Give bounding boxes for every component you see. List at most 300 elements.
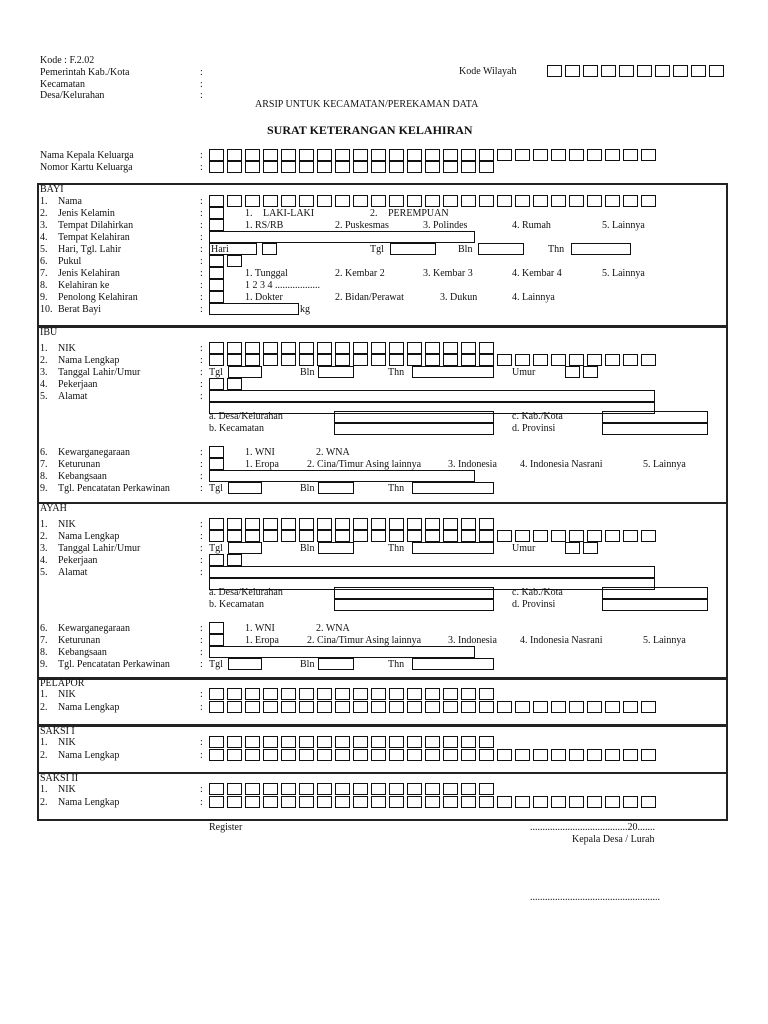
char-cell[interactable] <box>605 749 620 761</box>
char-cell[interactable] <box>443 783 458 795</box>
char-cell[interactable] <box>335 736 350 748</box>
char-cell[interactable] <box>317 783 332 795</box>
thn-box[interactable] <box>412 542 494 554</box>
char-cell[interactable] <box>605 195 620 207</box>
char-cell[interactable] <box>569 149 584 161</box>
char-cell[interactable] <box>479 354 494 366</box>
char-cell[interactable] <box>299 701 314 713</box>
char-cell[interactable] <box>263 195 278 207</box>
char-cell[interactable] <box>335 195 350 207</box>
char-cell[interactable] <box>389 354 404 366</box>
char-cell[interactable] <box>371 736 386 748</box>
nama-kk-cells[interactable] <box>209 149 656 161</box>
char-cell[interactable] <box>461 783 476 795</box>
char-cell[interactable] <box>227 554 242 566</box>
bln-box[interactable] <box>318 542 354 554</box>
char-cell[interactable] <box>547 65 562 77</box>
char-cell[interactable] <box>263 518 278 530</box>
char-cell[interactable] <box>443 736 458 748</box>
char-cell[interactable] <box>227 255 242 267</box>
char-cell[interactable] <box>335 342 350 354</box>
char-cell[interactable] <box>407 783 422 795</box>
char-cell[interactable] <box>299 796 314 808</box>
char-cell[interactable] <box>263 796 278 808</box>
char-cell[interactable] <box>565 542 580 554</box>
bln-box[interactable] <box>318 482 354 494</box>
kode-wilayah-cells[interactable] <box>547 65 724 77</box>
char-cell[interactable] <box>691 65 706 77</box>
char-cell[interactable] <box>479 518 494 530</box>
bayi-jk-cell[interactable] <box>209 207 224 219</box>
char-cell[interactable] <box>443 530 458 542</box>
char-cell[interactable] <box>317 149 332 161</box>
char-cell[interactable] <box>515 149 530 161</box>
char-cell[interactable] <box>673 65 688 77</box>
char-cell[interactable] <box>263 701 278 713</box>
char-cell[interactable] <box>299 195 314 207</box>
char-cell[interactable] <box>371 701 386 713</box>
tgl-box[interactable] <box>228 658 262 670</box>
char-cell[interactable] <box>443 354 458 366</box>
char-cell[interactable] <box>245 701 260 713</box>
char-cell[interactable] <box>209 530 224 542</box>
char-cell[interactable] <box>407 354 422 366</box>
saksi1-nama-cells[interactable] <box>209 749 656 761</box>
char-cell[interactable] <box>443 688 458 700</box>
char-cell[interactable] <box>209 378 224 390</box>
char-cell[interactable] <box>353 530 368 542</box>
char-cell[interactable] <box>497 354 512 366</box>
char-cell[interactable] <box>425 342 440 354</box>
char-cell[interactable] <box>533 149 548 161</box>
char-cell[interactable] <box>425 518 440 530</box>
char-cell[interactable] <box>227 354 242 366</box>
char-cell[interactable] <box>425 701 440 713</box>
char-cell[interactable] <box>263 342 278 354</box>
char-cell[interactable] <box>623 354 638 366</box>
char-cell[interactable] <box>245 354 260 366</box>
char-cell[interactable] <box>443 342 458 354</box>
char-cell[interactable] <box>245 688 260 700</box>
char-cell[interactable] <box>245 530 260 542</box>
ibu-alamat-line1[interactable] <box>209 390 655 402</box>
char-cell[interactable] <box>389 530 404 542</box>
char-cell[interactable] <box>317 518 332 530</box>
umur-cells[interactable] <box>565 542 598 554</box>
char-cell[interactable] <box>443 796 458 808</box>
char-cell[interactable] <box>443 701 458 713</box>
char-cell[interactable] <box>317 530 332 542</box>
char-cell[interactable] <box>601 65 616 77</box>
ibu-wn-cell[interactable] <box>209 446 224 458</box>
char-cell[interactable] <box>389 518 404 530</box>
char-cell[interactable] <box>551 796 566 808</box>
char-cell[interactable] <box>227 688 242 700</box>
char-cell[interactable] <box>263 354 278 366</box>
char-cell[interactable] <box>281 796 296 808</box>
char-cell[interactable] <box>587 796 602 808</box>
char-cell[interactable] <box>655 65 670 77</box>
char-cell[interactable] <box>479 161 494 173</box>
ibu-kebangsaan-box[interactable] <box>209 470 475 482</box>
char-cell[interactable] <box>515 354 530 366</box>
char-cell[interactable] <box>389 195 404 207</box>
char-cell[interactable] <box>245 161 260 173</box>
char-cell[interactable] <box>425 149 440 161</box>
char-cell[interactable] <box>497 195 512 207</box>
char-cell[interactable] <box>299 161 314 173</box>
char-cell[interactable] <box>533 749 548 761</box>
char-cell[interactable] <box>587 149 602 161</box>
char-cell[interactable] <box>371 518 386 530</box>
char-cell[interactable] <box>461 149 476 161</box>
char-cell[interactable] <box>551 354 566 366</box>
char-cell[interactable] <box>605 354 620 366</box>
char-cell[interactable] <box>209 446 224 458</box>
char-cell[interactable] <box>641 749 656 761</box>
ibu-nama-cells[interactable] <box>209 354 656 366</box>
char-cell[interactable] <box>533 796 548 808</box>
char-cell[interactable] <box>209 207 224 219</box>
char-cell[interactable] <box>245 783 260 795</box>
char-cell[interactable] <box>587 354 602 366</box>
char-cell[interactable] <box>587 701 602 713</box>
char-cell[interactable] <box>281 701 296 713</box>
char-cell[interactable] <box>389 161 404 173</box>
char-cell[interactable] <box>227 378 242 390</box>
char-cell[interactable] <box>407 161 422 173</box>
char-cell[interactable] <box>209 634 224 646</box>
char-cell[interactable] <box>407 688 422 700</box>
char-cell[interactable] <box>407 530 422 542</box>
char-cell[interactable] <box>605 149 620 161</box>
char-cell[interactable] <box>299 783 314 795</box>
char-cell[interactable] <box>281 195 296 207</box>
char-cell[interactable] <box>209 255 224 267</box>
char-cell[interactable] <box>209 736 224 748</box>
char-cell[interactable] <box>479 701 494 713</box>
char-cell[interactable] <box>317 161 332 173</box>
saksi1-nik-cells[interactable] <box>209 736 494 748</box>
char-cell[interactable] <box>317 354 332 366</box>
char-cell[interactable] <box>569 701 584 713</box>
char-cell[interactable] <box>371 161 386 173</box>
bln-box[interactable] <box>318 366 354 378</box>
char-cell[interactable] <box>281 749 296 761</box>
char-cell[interactable] <box>281 518 296 530</box>
char-cell[interactable] <box>317 342 332 354</box>
char-cell[interactable] <box>551 149 566 161</box>
char-cell[interactable] <box>227 701 242 713</box>
char-cell[interactable] <box>623 796 638 808</box>
char-cell[interactable] <box>407 149 422 161</box>
tgl-box[interactable] <box>228 366 262 378</box>
char-cell[interactable] <box>209 749 224 761</box>
kab-box[interactable] <box>602 411 708 423</box>
char-cell[interactable] <box>605 796 620 808</box>
char-cell[interactable] <box>389 342 404 354</box>
char-cell[interactable] <box>623 195 638 207</box>
pelapor-nama-cells[interactable] <box>209 701 656 713</box>
char-cell[interactable] <box>263 736 278 748</box>
char-cell[interactable] <box>299 530 314 542</box>
bayi-nama-cells[interactable] <box>209 195 656 207</box>
char-cell[interactable] <box>551 749 566 761</box>
char-cell[interactable] <box>461 354 476 366</box>
char-cell[interactable] <box>209 279 224 291</box>
char-cell[interactable] <box>569 195 584 207</box>
char-cell[interactable] <box>335 749 350 761</box>
char-cell[interactable] <box>407 518 422 530</box>
char-cell[interactable] <box>335 518 350 530</box>
char-cell[interactable] <box>515 195 530 207</box>
char-cell[interactable] <box>299 149 314 161</box>
jenis-cell[interactable] <box>209 267 224 279</box>
penolong-cell[interactable] <box>209 291 224 303</box>
char-cell[interactable] <box>209 783 224 795</box>
char-cell[interactable] <box>389 149 404 161</box>
char-cell[interactable] <box>479 736 494 748</box>
bln-box[interactable] <box>478 243 524 255</box>
char-cell[interactable] <box>353 749 368 761</box>
ibu-nik-cells[interactable] <box>209 342 494 354</box>
char-cell[interactable] <box>281 161 296 173</box>
char-cell[interactable] <box>533 530 548 542</box>
char-cell[interactable] <box>335 796 350 808</box>
char-cell[interactable] <box>317 796 332 808</box>
char-cell[interactable] <box>389 688 404 700</box>
char-cell[interactable] <box>551 701 566 713</box>
pukul-cells[interactable] <box>209 255 242 267</box>
char-cell[interactable] <box>317 701 332 713</box>
char-cell[interactable] <box>623 530 638 542</box>
char-cell[interactable] <box>619 65 634 77</box>
umur-cells[interactable] <box>565 366 598 378</box>
char-cell[interactable] <box>299 518 314 530</box>
saksi2-nama-cells[interactable] <box>209 796 656 808</box>
char-cell[interactable] <box>281 149 296 161</box>
char-cell[interactable] <box>641 149 656 161</box>
char-cell[interactable] <box>353 354 368 366</box>
char-cell[interactable] <box>371 149 386 161</box>
char-cell[interactable] <box>263 161 278 173</box>
char-cell[interactable] <box>583 366 598 378</box>
nomor-kk-cells[interactable] <box>209 161 494 173</box>
char-cell[interactable] <box>569 530 584 542</box>
char-cell[interactable] <box>227 736 242 748</box>
char-cell[interactable] <box>209 219 224 231</box>
char-cell[interactable] <box>371 354 386 366</box>
char-cell[interactable] <box>479 749 494 761</box>
ayah-nik-cells[interactable] <box>209 518 494 530</box>
char-cell[interactable] <box>461 749 476 761</box>
char-cell[interactable] <box>587 530 602 542</box>
char-cell[interactable] <box>515 701 530 713</box>
char-cell[interactable] <box>299 342 314 354</box>
char-cell[interactable] <box>371 688 386 700</box>
char-cell[interactable] <box>353 736 368 748</box>
kec-box[interactable] <box>334 423 494 435</box>
char-cell[interactable] <box>443 149 458 161</box>
bayi-tempat-cell[interactable] <box>209 219 224 231</box>
char-cell[interactable] <box>227 749 242 761</box>
char-cell[interactable] <box>209 554 224 566</box>
bayi-tempat-kelahiran-box[interactable] <box>209 231 475 243</box>
char-cell[interactable] <box>461 688 476 700</box>
char-cell[interactable] <box>335 688 350 700</box>
ayah-ket-cell[interactable] <box>209 634 224 646</box>
char-cell[interactable] <box>425 354 440 366</box>
char-cell[interactable] <box>209 342 224 354</box>
thn-box[interactable] <box>412 658 494 670</box>
char-cell[interactable] <box>371 783 386 795</box>
desa-box[interactable] <box>334 411 494 423</box>
char-cell[interactable] <box>389 783 404 795</box>
char-cell[interactable] <box>565 65 580 77</box>
char-cell[interactable] <box>353 195 368 207</box>
char-cell[interactable] <box>407 736 422 748</box>
char-cell[interactable] <box>709 65 724 77</box>
char-cell[interactable] <box>497 796 512 808</box>
ibu-ket-cell[interactable] <box>209 458 224 470</box>
char-cell[interactable] <box>587 195 602 207</box>
char-cell[interactable] <box>263 530 278 542</box>
char-cell[interactable] <box>299 749 314 761</box>
char-cell[interactable] <box>335 354 350 366</box>
char-cell[interactable] <box>515 796 530 808</box>
char-cell[interactable] <box>209 354 224 366</box>
char-cell[interactable] <box>623 701 638 713</box>
char-cell[interactable] <box>281 783 296 795</box>
char-cell[interactable] <box>479 796 494 808</box>
thn-box[interactable] <box>412 482 494 494</box>
char-cell[interactable] <box>641 701 656 713</box>
char-cell[interactable] <box>299 688 314 700</box>
char-cell[interactable] <box>227 161 242 173</box>
char-cell[interactable] <box>641 530 656 542</box>
thn-box[interactable] <box>412 366 494 378</box>
char-cell[interactable] <box>443 749 458 761</box>
char-cell[interactable] <box>515 749 530 761</box>
char-cell[interactable] <box>583 65 598 77</box>
char-cell[interactable] <box>425 736 440 748</box>
char-cell[interactable] <box>209 149 224 161</box>
desa-box[interactable] <box>334 587 494 599</box>
char-cell[interactable] <box>479 195 494 207</box>
char-cell[interactable] <box>407 796 422 808</box>
char-cell[interactable] <box>407 342 422 354</box>
ayah-nama-cells[interactable] <box>209 530 656 542</box>
char-cell[interactable] <box>461 701 476 713</box>
prov-box[interactable] <box>602 423 708 435</box>
char-cell[interactable] <box>335 783 350 795</box>
char-cell[interactable] <box>281 354 296 366</box>
saksi2-nik-cells[interactable] <box>209 783 494 795</box>
char-cell[interactable] <box>425 161 440 173</box>
char-cell[interactable] <box>227 518 242 530</box>
char-cell[interactable] <box>209 796 224 808</box>
char-cell[interactable] <box>262 243 277 255</box>
char-cell[interactable] <box>533 701 548 713</box>
char-cell[interactable] <box>371 530 386 542</box>
thn-box[interactable] <box>571 243 631 255</box>
char-cell[interactable] <box>583 542 598 554</box>
char-cell[interactable] <box>245 736 260 748</box>
char-cell[interactable] <box>461 195 476 207</box>
char-cell[interactable] <box>641 354 656 366</box>
char-cell[interactable] <box>281 688 296 700</box>
char-cell[interactable] <box>425 530 440 542</box>
char-cell[interactable] <box>515 530 530 542</box>
ibu-pekerjaan-cells[interactable] <box>209 378 242 390</box>
char-cell[interactable] <box>353 149 368 161</box>
char-cell[interactable] <box>371 749 386 761</box>
char-cell[interactable] <box>227 195 242 207</box>
char-cell[interactable] <box>497 701 512 713</box>
char-cell[interactable] <box>353 342 368 354</box>
char-cell[interactable] <box>317 749 332 761</box>
char-cell[interactable] <box>317 195 332 207</box>
char-cell[interactable] <box>569 796 584 808</box>
char-cell[interactable] <box>209 161 224 173</box>
char-cell[interactable] <box>227 342 242 354</box>
char-cell[interactable] <box>353 161 368 173</box>
char-cell[interactable] <box>479 783 494 795</box>
char-cell[interactable] <box>551 530 566 542</box>
char-cell[interactable] <box>245 749 260 761</box>
char-cell[interactable] <box>371 342 386 354</box>
char-cell[interactable] <box>623 149 638 161</box>
char-cell[interactable] <box>209 458 224 470</box>
char-cell[interactable] <box>461 796 476 808</box>
char-cell[interactable] <box>353 701 368 713</box>
char-cell[interactable] <box>389 736 404 748</box>
char-cell[interactable] <box>479 688 494 700</box>
char-cell[interactable] <box>263 749 278 761</box>
char-cell[interactable] <box>335 149 350 161</box>
char-cell[interactable] <box>565 366 580 378</box>
char-cell[interactable] <box>569 749 584 761</box>
ayah-wn-cell[interactable] <box>209 622 224 634</box>
char-cell[interactable] <box>209 701 224 713</box>
char-cell[interactable] <box>371 195 386 207</box>
char-cell[interactable] <box>641 796 656 808</box>
char-cell[interactable] <box>533 354 548 366</box>
char-cell[interactable] <box>245 342 260 354</box>
char-cell[interactable] <box>209 518 224 530</box>
hari-cell[interactable] <box>262 243 277 255</box>
char-cell[interactable] <box>623 749 638 761</box>
char-cell[interactable] <box>479 342 494 354</box>
ayah-kebangsaan-box[interactable] <box>209 646 475 658</box>
char-cell[interactable] <box>227 783 242 795</box>
char-cell[interactable] <box>317 736 332 748</box>
kab-box[interactable] <box>602 587 708 599</box>
char-cell[interactable] <box>281 736 296 748</box>
char-cell[interactable] <box>461 342 476 354</box>
char-cell[interactable] <box>551 195 566 207</box>
tgl-box[interactable] <box>390 243 436 255</box>
char-cell[interactable] <box>317 688 332 700</box>
char-cell[interactable] <box>299 736 314 748</box>
char-cell[interactable] <box>443 161 458 173</box>
char-cell[interactable] <box>353 796 368 808</box>
char-cell[interactable] <box>263 149 278 161</box>
char-cell[interactable] <box>227 530 242 542</box>
char-cell[interactable] <box>461 518 476 530</box>
char-cell[interactable] <box>443 518 458 530</box>
char-cell[interactable] <box>641 195 656 207</box>
